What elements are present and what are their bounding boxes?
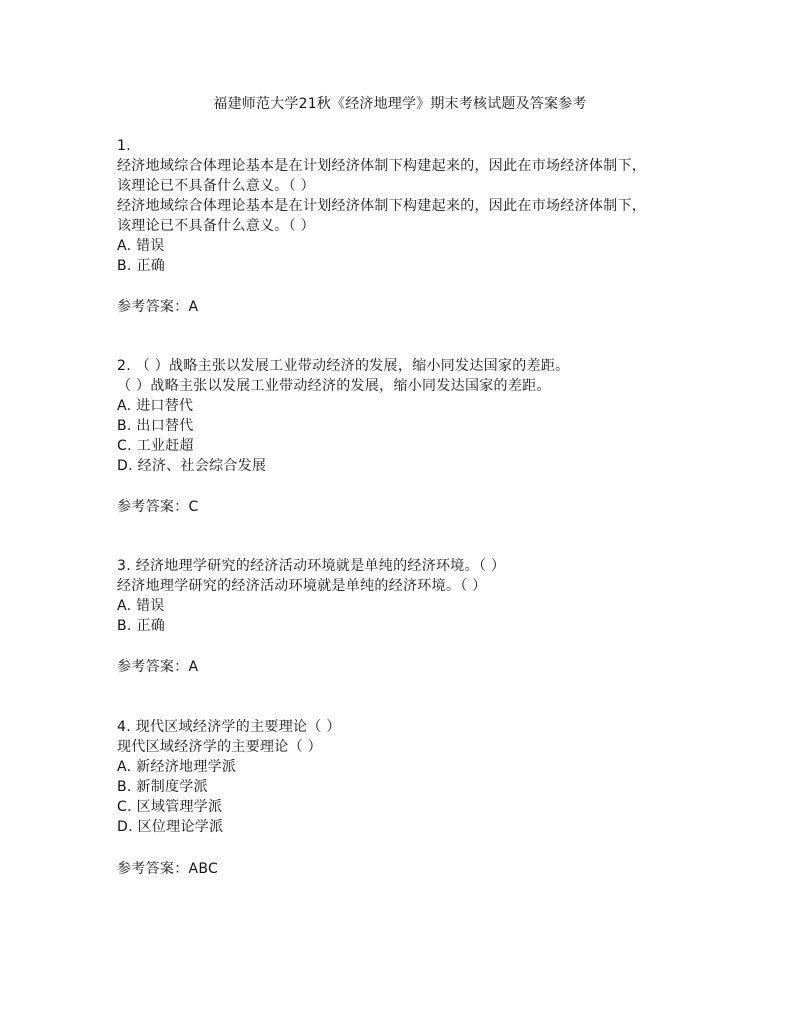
question-1-option-a: A. 错误 xyxy=(117,238,165,254)
question-2-option-d: D. 经济、社会综合发展 xyxy=(117,458,267,474)
question-2-text: 2. （ ）战略主张以发展工业带动经济的发展，缩小同发达国家的差距。 xyxy=(117,358,570,374)
question-4-option-a: A. 新经济地理学派 xyxy=(117,759,237,775)
question-4-option-d: D. 区位理论学派 xyxy=(117,819,224,835)
question-4-option-c: C. 区域管理学派 xyxy=(117,799,223,815)
question-4-text: 4. 现代区域经济学的主要理论（ ） xyxy=(117,719,341,735)
question-2-answer: 参考答案：C xyxy=(117,499,199,515)
question-1-option-b: B. 正确 xyxy=(117,258,166,274)
question-1-text-line-1: 经济地域综合体理论基本是在计划经济体制下构建起来的，因此在市场经济体制下， xyxy=(117,158,647,174)
question-4-answer: 参考答案：ABC xyxy=(117,861,219,877)
document-title: 福建师范大学21秋《经济地理学》期末考核试题及答案参考 xyxy=(213,96,587,112)
question-3-text: 3. 经济地理学研究的经济活动环境就是单纯的经济环境。（ ） xyxy=(117,558,506,574)
question-1-repeat-line-1: 经济地域综合体理论基本是在计划经济体制下构建起来的，因此在市场经济体制下， xyxy=(117,198,647,214)
question-2-option-c: C. 工业赶超 xyxy=(117,438,194,454)
question-3-option-b: B. 正确 xyxy=(117,618,166,634)
question-3-option-a: A. 错误 xyxy=(117,598,165,614)
question-1-text-line-2: 该理论已不具备什么意义。（ ） xyxy=(117,178,315,194)
question-3-repeat: 经济地理学研究的经济活动环境就是单纯的经济环境。（ ） xyxy=(117,578,487,594)
question-2-option-b: B. 出口替代 xyxy=(117,418,194,434)
question-4-option-b: B. 新制度学派 xyxy=(117,779,208,795)
question-4-repeat: 现代区域经济学的主要理论（ ） xyxy=(117,739,322,755)
question-1-repeat-line-2: 该理论已不具备什么意义。（ ） xyxy=(117,218,315,234)
question-3-answer: 参考答案：A xyxy=(117,659,199,675)
question-2-option-a: A. 进口替代 xyxy=(117,398,194,414)
question-1-number: 1. xyxy=(117,138,131,154)
question-1-answer: 参考答案：A xyxy=(117,299,199,315)
question-2-repeat: （ ）战略主张以发展工业带动经济的发展，缩小同发达国家的差距。 xyxy=(117,378,551,394)
